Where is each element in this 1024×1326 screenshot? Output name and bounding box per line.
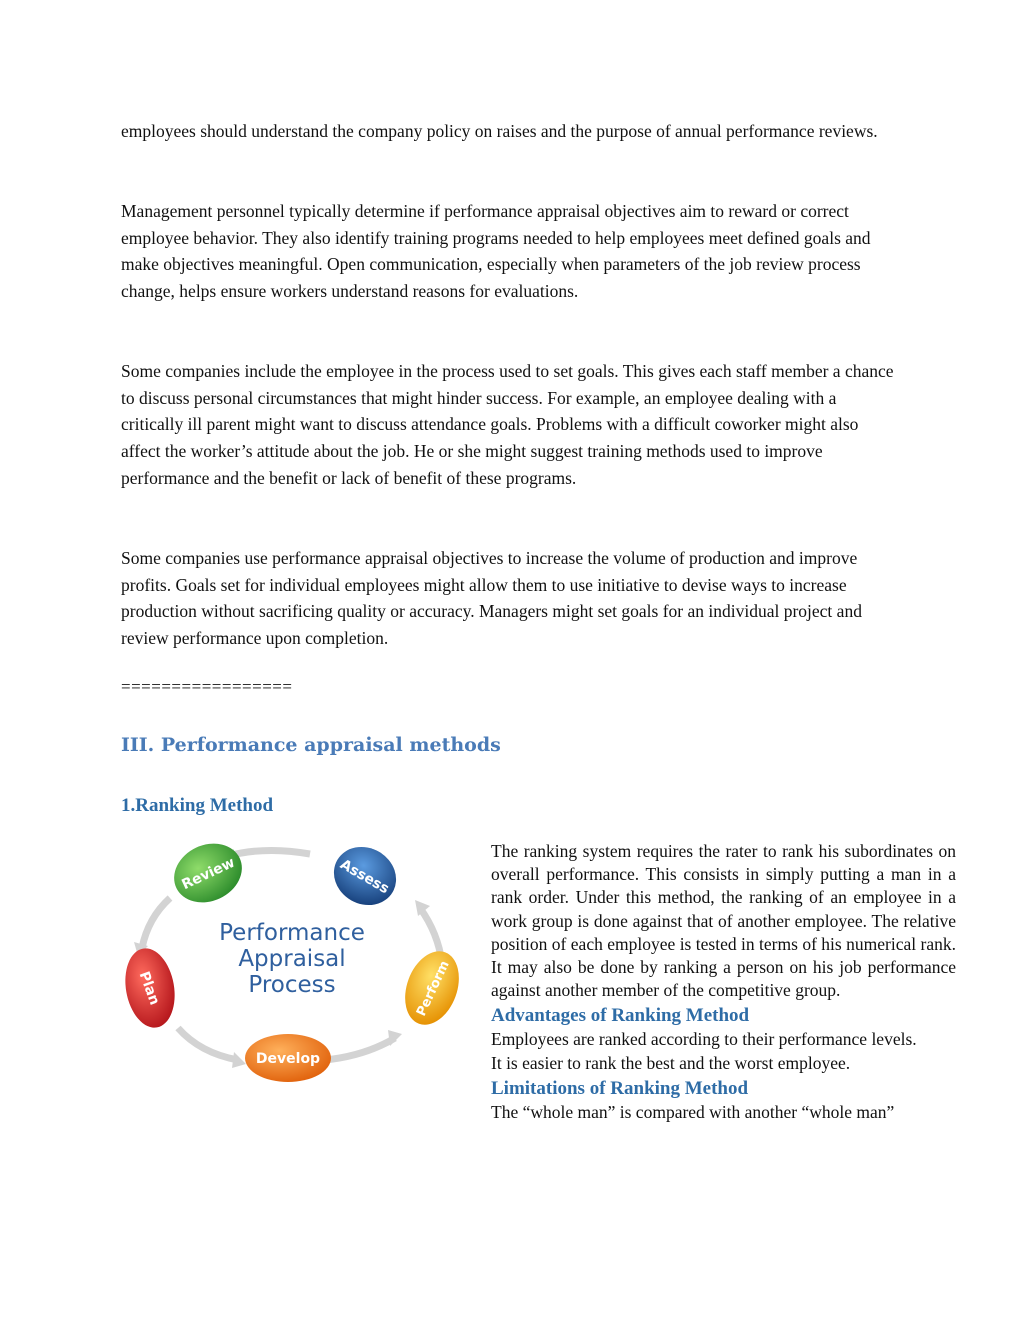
limitation-item: The “whole man” is compared with another “whole man”	[491, 1101, 895, 1122]
svg-text:Plan: Plan	[135, 969, 163, 1008]
advantages-heading: Advantages of Ranking Method	[491, 1005, 750, 1027]
advantage-item: Employees are ranked according to their performance levels.	[491, 1029, 917, 1050]
develop-step	[245, 1034, 331, 1082]
svg-text:Perform: Perform	[414, 958, 453, 1019]
cycle-arrowhead	[232, 1052, 246, 1068]
svg-text:Assess: Assess	[337, 856, 392, 898]
ranking-method-description	[491, 840, 956, 1124]
svg-text:Performance: Performance	[219, 920, 365, 946]
paragraph-management-objectives: Management personnel typically determine if performance appraisal objectives aim to reward or correct employee behavior. They also identify training programs needed to help employees meet defined goals and make objectives meaningful. Open communication, especially when parameters of the job review process change, helps ensure workers understand reasons for evaluations.	[121, 201, 871, 302]
process-title	[219, 920, 365, 998]
section-heading: III. Performance appraisal methods	[121, 734, 501, 756]
paragraph-employee-goals: Some companies include the employee in the process used to set goals. This gives each staff member a chance to discuss personal circumstances that might hinder success. For example, an employee dealing with a critically ill parent might want to discuss attendance goals. Problems with a difficult coworker might also affect the worker’s attitude about the job. He or she might suggest training methods used to improve performance and the benefit or lack of benefit of these programs.	[121, 361, 894, 488]
svg-text:Develop: Develop	[255, 1051, 321, 1067]
paragraph-annual-reviews: employees should understand the company policy on raises and the purpose of annual performance reviews.	[121, 121, 878, 141]
svg-text:Review: Review	[179, 854, 238, 894]
subheading-ranking-method: 1.Ranking Method	[121, 795, 274, 816]
cycle-arrow	[178, 1028, 238, 1060]
performance-appraisal-process-figure	[120, 838, 465, 1090]
assess-step	[323, 838, 406, 916]
separator-line: =================	[121, 677, 293, 696]
cycle-arrow	[325, 1038, 395, 1060]
perform-step	[396, 944, 465, 1033]
ranking-explanation: The ranking system requires the rater to rank his subordinates on overall performance. This consists in simply putting a man in a rank order. Under this method, the ranking of an employee in a work group is done against that of another employee. The relative position of each employee is tested in terms of his numerical rank. It may also be done by ranking a person on his job performance against another member of the competitive group.	[491, 841, 956, 1001]
cycle-arrow	[142, 898, 170, 948]
limitations-heading: Limitations of Ranking Method	[491, 1077, 749, 1099]
advantage-item: It is easier to rank the best and the worst employee.	[491, 1052, 851, 1073]
cycle-arrow	[228, 850, 310, 856]
review-step	[164, 838, 251, 913]
svg-text:Appraisal: Appraisal	[238, 946, 346, 972]
paragraph-production-profits: Some companies use performance appraisal objectives to increase the volume of production and improve profits. Goals set for individual employees might allow them to use initiative to devise ways to increase production without sacrificing quality or accuracy. Managers might set goals for an individual project and review performance upon completion.	[121, 548, 862, 649]
process-cycle-diagram	[120, 838, 465, 1090]
svg-text:Process: Process	[248, 972, 336, 998]
plan-step	[120, 944, 181, 1031]
cycle-arrowhead	[388, 1030, 402, 1046]
